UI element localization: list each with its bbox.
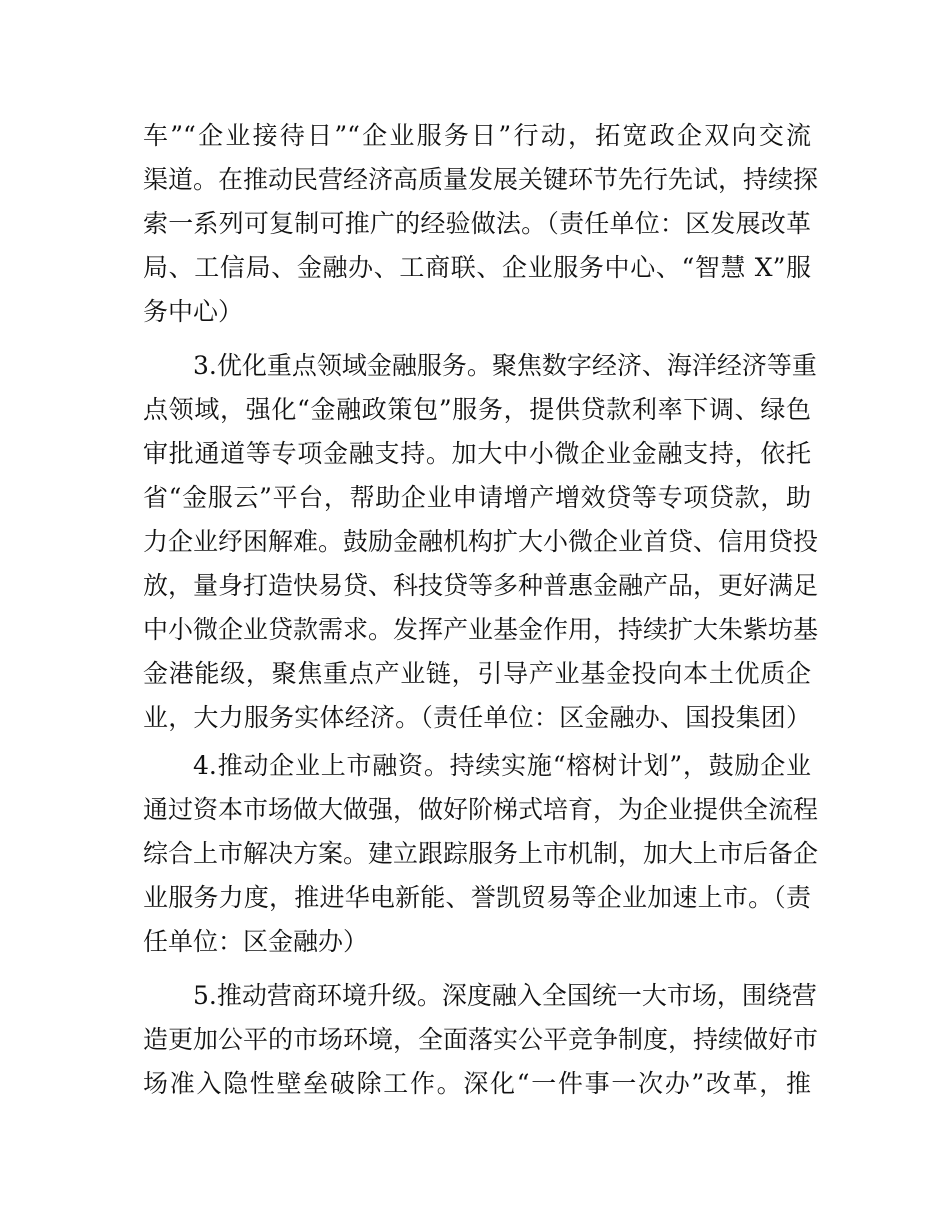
text-line: 局、工信局、金融办、工商联、企业服务中心、“智慧 X”服 [143, 253, 811, 282]
text-line: 务中心） [143, 297, 244, 326]
paragraph-3-first-line: 3.优化重点领域金融服务。聚焦数字经济、海洋经济等重 [193, 351, 817, 380]
text-line: 综合上市解决方案。建立跟踪服务上市机制，加大上市后备企 [143, 839, 819, 868]
text-line: 中小微企业贷款需求。发挥产业基金作用，持续扩大朱紫坊基 [143, 615, 819, 644]
text-line: 放，量身打造快易贷、科技贷等多种普惠金融产品，更好满足 [143, 571, 819, 600]
text-line: 力企业纾困解难。鼓励金融机构扩大小微企业首贷、信用贷投 [143, 527, 819, 556]
text-line: 渠道。在推动民营经济高质量发展关键环节先行先试，持续探 [143, 165, 819, 194]
text-line: 金港能级，聚焦重点产业链，引导产业基金投向本土优质企 [143, 659, 811, 688]
text-line: 审批通道等专项金融支持。加大中小微企业金融支持，依托 [143, 439, 811, 468]
paragraph-5-first-line: 5.推动营商环境升级。深度融入全国统一大市场，围绕营 [193, 981, 817, 1010]
text-line: 任单位：区金融办） [143, 927, 369, 956]
text-line: 省“金服云”平台，帮助企业申请增产增效贷等专项贷款，助 [143, 483, 811, 512]
text-line: 场准入隐性壁垒破除工作。深化“一件事一次办”改革，推 [143, 1069, 811, 1098]
paragraph-4-first-line: 4.推动企业上市融资。持续实施“榕树计划”，鼓励企业 [193, 751, 811, 780]
text-line: 业服务力度，推进华电新能、誉凯贸易等企业加速上市。（责 [143, 883, 811, 912]
text-line: 索一系列可复制可推广的经验做法。（责任单位：区发展改革 [143, 209, 811, 238]
text-line: 通过资本市场做大做强，做好阶梯式培育，为企业提供全流程 [143, 795, 819, 824]
text-line: 业，大力服务实体经济。（责任单位：区金融办、国投集团） [143, 703, 811, 732]
text-line: 造更加公平的市场环境，全面落实公平竞争制度，持续做好市 [143, 1025, 819, 1054]
text-line: 点领域，强化“金融政策包”服务，提供贷款利率下调、绿色 [143, 395, 811, 424]
text-line: 车”“企业接待日”“企业服务日”行动，拓宽政企双向交流 [143, 121, 811, 150]
